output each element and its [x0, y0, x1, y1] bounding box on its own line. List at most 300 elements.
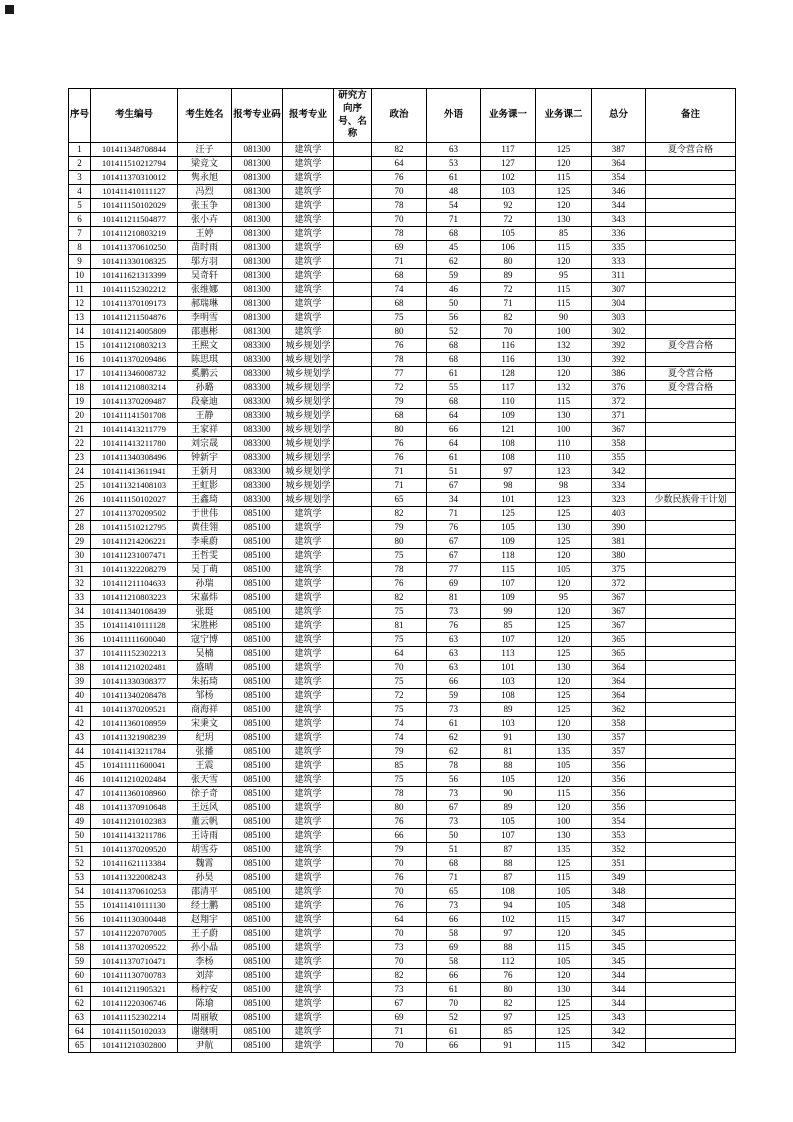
cell: 建筑学 — [283, 157, 334, 171]
cell: 101411211504876 — [91, 311, 178, 325]
cell: 46 — [427, 283, 481, 297]
cell — [646, 465, 736, 479]
column-header: 序号 — [69, 89, 91, 143]
cell: 125 — [536, 143, 592, 157]
cell — [334, 157, 372, 171]
cell: 隽永旭 — [178, 171, 232, 185]
cell: 085100 — [232, 647, 283, 661]
cell: 城乡规划学 — [283, 339, 334, 353]
cell — [334, 353, 372, 367]
table-row — [69, 843, 736, 857]
cell: 70 — [372, 661, 427, 675]
cell: 62 — [69, 997, 91, 1011]
cell: 381 — [592, 535, 646, 549]
cell: 61 — [427, 367, 481, 381]
cell: 085100 — [232, 1039, 283, 1053]
cell: 48 — [69, 801, 91, 815]
cell: 12 — [69, 297, 91, 311]
cell: 105 — [481, 815, 536, 829]
cell: 115 — [536, 241, 592, 255]
column-header: 研究方向序号、名称 — [334, 89, 372, 143]
cell — [646, 283, 736, 297]
cell: 76 — [372, 451, 427, 465]
cell: 建筑学 — [283, 857, 334, 871]
cell: 66 — [427, 675, 481, 689]
cell: 105 — [481, 773, 536, 787]
cell: 123 — [536, 465, 592, 479]
cell: 103 — [481, 717, 536, 731]
cell: 85 — [536, 227, 592, 241]
cell — [646, 171, 736, 185]
cell: 80 — [372, 423, 427, 437]
cell — [646, 969, 736, 983]
cell: 115 — [536, 787, 592, 801]
cell: 108 — [481, 689, 536, 703]
cell: 90 — [536, 311, 592, 325]
cell: 95 — [536, 591, 592, 605]
cell: 101411150102029 — [91, 199, 178, 213]
cell: 362 — [592, 703, 646, 717]
cell: 081300 — [232, 143, 283, 157]
table-row — [69, 773, 736, 787]
cell: 118 — [481, 549, 536, 563]
cell: 101411231007471 — [91, 549, 178, 563]
cell: 125 — [536, 1025, 592, 1039]
cell — [646, 199, 736, 213]
cell: 115 — [536, 297, 592, 311]
cell — [646, 689, 736, 703]
cell: 94 — [481, 899, 536, 913]
cell: 311 — [592, 269, 646, 283]
cell — [334, 227, 372, 241]
cell: 101411340108439 — [91, 605, 178, 619]
cell: 302 — [592, 325, 646, 339]
cell: 101411211905321 — [91, 983, 178, 997]
table-row — [69, 815, 736, 829]
cell: 82 — [372, 969, 427, 983]
cell: 101411152302213 — [91, 647, 178, 661]
cell: 69 — [372, 1011, 427, 1025]
cell: 083300 — [232, 465, 283, 479]
cell: 76 — [372, 171, 427, 185]
cell: 367 — [592, 605, 646, 619]
cell: 115 — [536, 283, 592, 297]
cell: 117 — [481, 143, 536, 157]
cell: 085100 — [232, 703, 283, 717]
cell: 344 — [592, 969, 646, 983]
cell: 67 — [427, 479, 481, 493]
cell: 70 — [481, 325, 536, 339]
cell: 5 — [69, 199, 91, 213]
cell: 63 — [69, 1011, 91, 1025]
cell: 85 — [372, 759, 427, 773]
table-row — [69, 969, 736, 983]
table-row — [69, 647, 736, 661]
cell: 杨柠安 — [178, 983, 232, 997]
cell: 358 — [592, 717, 646, 731]
cell: 367 — [592, 591, 646, 605]
cell: 125 — [536, 997, 592, 1011]
cell: 盛晴 — [178, 661, 232, 675]
cell: 085100 — [232, 927, 283, 941]
cell: 70 — [372, 927, 427, 941]
cell: 115 — [536, 395, 592, 409]
cell: 城乡规划学 — [283, 423, 334, 437]
cell: 76 — [372, 339, 427, 353]
cell — [646, 619, 736, 633]
cell: 101411322208279 — [91, 563, 178, 577]
cell: 128 — [481, 367, 536, 381]
cell: 孙璐 — [178, 381, 232, 395]
cell: 76 — [427, 619, 481, 633]
cell: 夏令营合格 — [646, 143, 736, 157]
cell: 68 — [372, 297, 427, 311]
cell: 085100 — [232, 1011, 283, 1025]
cell: 364 — [592, 661, 646, 675]
cell: 建筑学 — [283, 759, 334, 773]
cell: 109 — [481, 409, 536, 423]
cell — [646, 829, 736, 843]
cell: 郝瑞琳 — [178, 297, 232, 311]
cell: 建筑学 — [283, 675, 334, 689]
table-row — [69, 1025, 736, 1039]
cell — [646, 241, 736, 255]
column-header: 业务课二 — [536, 89, 592, 143]
cell: 101411141501708 — [91, 409, 178, 423]
cell: 62 — [427, 745, 481, 759]
cell — [646, 927, 736, 941]
cell: 102 — [481, 913, 536, 927]
cell: 085100 — [232, 507, 283, 521]
cell: 71 — [481, 297, 536, 311]
cell: 87 — [481, 871, 536, 885]
cell: 345 — [592, 955, 646, 969]
cell: 108 — [481, 437, 536, 451]
cell — [334, 549, 372, 563]
cell: 63 — [427, 661, 481, 675]
cell: 343 — [592, 1011, 646, 1025]
cell: 083300 — [232, 381, 283, 395]
table-row — [69, 703, 736, 717]
cell: 101411210803214 — [91, 381, 178, 395]
table-row — [69, 423, 736, 437]
cell: 邹杨 — [178, 689, 232, 703]
cell: 083300 — [232, 437, 283, 451]
cell: 101411370209486 — [91, 353, 178, 367]
cell: 建筑学 — [283, 1025, 334, 1039]
cell: 夏令营合格 — [646, 339, 736, 353]
cell: 经士鹏 — [178, 899, 232, 913]
cell — [646, 913, 736, 927]
cell: 建筑学 — [283, 325, 334, 339]
cell: 54 — [427, 199, 481, 213]
cell — [334, 507, 372, 521]
cell: 建筑学 — [283, 1011, 334, 1025]
header-row — [69, 89, 736, 143]
cell — [334, 423, 372, 437]
cell: 083300 — [232, 493, 283, 507]
cell: 364 — [592, 157, 646, 171]
cell: 083300 — [232, 395, 283, 409]
cell: 建筑学 — [283, 1039, 334, 1053]
cell: 101411130300448 — [91, 913, 178, 927]
cell: 建筑学 — [283, 605, 334, 619]
cell: 336 — [592, 227, 646, 241]
cell: 085100 — [232, 1025, 283, 1039]
cell: 建筑学 — [283, 563, 334, 577]
cell: 085100 — [232, 633, 283, 647]
cell — [646, 269, 736, 283]
cell: 125 — [536, 857, 592, 871]
cell: 101411150102027 — [91, 493, 178, 507]
cell: 50 — [427, 297, 481, 311]
cell: 081300 — [232, 283, 283, 297]
cell: 101411346008732 — [91, 367, 178, 381]
cell: 55 — [427, 381, 481, 395]
cell: 392 — [592, 339, 646, 353]
cell: 081300 — [232, 157, 283, 171]
table-row — [69, 801, 736, 815]
cell — [646, 871, 736, 885]
cell: 101411111600040 — [91, 633, 178, 647]
cell — [646, 787, 736, 801]
table-row — [69, 745, 736, 759]
cell — [334, 787, 372, 801]
cell: 53 — [69, 871, 91, 885]
cell: 392 — [592, 353, 646, 367]
cell: 085100 — [232, 675, 283, 689]
cell — [334, 339, 372, 353]
cell: 尹航 — [178, 1039, 232, 1053]
exam-results-table — [68, 88, 736, 1053]
cell: 30 — [69, 549, 91, 563]
cell — [646, 395, 736, 409]
cell: 348 — [592, 899, 646, 913]
cell: 31 — [69, 563, 91, 577]
cell — [334, 451, 372, 465]
cell: 21 — [69, 423, 91, 437]
table-row — [69, 199, 736, 213]
cell: 74 — [372, 717, 427, 731]
cell: 64 — [372, 157, 427, 171]
cell: 8 — [69, 241, 91, 255]
cell: 101411321408103 — [91, 479, 178, 493]
cell: 101411210803219 — [91, 227, 178, 241]
cell — [334, 647, 372, 661]
cell: 115 — [536, 941, 592, 955]
cell: 66 — [372, 829, 427, 843]
cell: 120 — [536, 367, 592, 381]
cell: 奚鹏云 — [178, 367, 232, 381]
cell: 76 — [372, 437, 427, 451]
cell: 63 — [427, 633, 481, 647]
cell — [334, 493, 372, 507]
cell: 085100 — [232, 941, 283, 955]
cell: 109 — [481, 535, 536, 549]
cell: 42 — [69, 717, 91, 731]
cell: 54 — [69, 885, 91, 899]
cell: 47 — [69, 787, 91, 801]
cell: 132 — [536, 381, 592, 395]
cell: 78 — [372, 199, 427, 213]
cell — [646, 521, 736, 535]
cell: 110 — [481, 395, 536, 409]
cell: 67 — [427, 535, 481, 549]
cell: 张玉争 — [178, 199, 232, 213]
cell — [646, 311, 736, 325]
cell: 101411413211779 — [91, 423, 178, 437]
cell: 邵清平 — [178, 885, 232, 899]
cell: 吴楠 — [178, 647, 232, 661]
cell: 77 — [372, 367, 427, 381]
cell — [334, 199, 372, 213]
cell: 085100 — [232, 871, 283, 885]
cell: 355 — [592, 451, 646, 465]
cell: 52 — [427, 325, 481, 339]
cell: 76 — [372, 815, 427, 829]
cell: 73 — [427, 605, 481, 619]
cell: 72 — [372, 381, 427, 395]
table-row — [69, 213, 736, 227]
cell: 邬方羽 — [178, 255, 232, 269]
cell: 91 — [481, 731, 536, 745]
cell: 67 — [427, 801, 481, 815]
cell: 78 — [372, 353, 427, 367]
cell — [646, 703, 736, 717]
cell — [334, 801, 372, 815]
cell: 73 — [427, 787, 481, 801]
table-row — [69, 689, 736, 703]
cell: 101411370209487 — [91, 395, 178, 409]
column-header: 备注 — [646, 89, 736, 143]
cell: 342 — [592, 1039, 646, 1053]
cell: 101411211504877 — [91, 213, 178, 227]
cell: 建筑学 — [283, 213, 334, 227]
cell: 61 — [427, 717, 481, 731]
cell: 101411214005809 — [91, 325, 178, 339]
cell: 081300 — [232, 199, 283, 213]
cell: 78 — [427, 759, 481, 773]
cell: 354 — [592, 171, 646, 185]
cell: 23 — [69, 451, 91, 465]
cell: 75 — [372, 703, 427, 717]
cell: 18 — [69, 381, 91, 395]
cell: 71 — [372, 465, 427, 479]
table-row — [69, 493, 736, 507]
cell: 71 — [372, 479, 427, 493]
cell: 80 — [372, 535, 427, 549]
cell: 刘萍 — [178, 969, 232, 983]
cell: 101411410111127 — [91, 185, 178, 199]
cell: 13 — [69, 311, 91, 325]
cell: 085100 — [232, 605, 283, 619]
cell: 101411348708844 — [91, 143, 178, 157]
cell: 085100 — [232, 843, 283, 857]
cell: 71 — [427, 213, 481, 227]
cell — [646, 675, 736, 689]
cell — [646, 353, 736, 367]
cell: 56 — [427, 773, 481, 787]
cell: 130 — [536, 353, 592, 367]
cell: 梁竞文 — [178, 157, 232, 171]
table-row — [69, 171, 736, 185]
cell: 101411152302214 — [91, 1011, 178, 1025]
cell — [334, 465, 372, 479]
cell: 建筑学 — [283, 311, 334, 325]
cell: 城乡规划学 — [283, 465, 334, 479]
cell: 101411370610253 — [91, 885, 178, 899]
cell: 101411330308377 — [91, 675, 178, 689]
cell: 商海祥 — [178, 703, 232, 717]
cell: 125 — [536, 535, 592, 549]
cell: 101411210202484 — [91, 773, 178, 787]
cell: 101411220707005 — [91, 927, 178, 941]
cell: 364 — [592, 675, 646, 689]
cell — [646, 325, 736, 339]
table-row — [69, 829, 736, 843]
cell: 15 — [69, 339, 91, 353]
cell: 115 — [536, 171, 592, 185]
cell: 建筑学 — [283, 703, 334, 717]
cell: 89 — [481, 703, 536, 717]
cell — [334, 857, 372, 871]
table-row — [69, 381, 736, 395]
cell: 085100 — [232, 619, 283, 633]
cell: 16 — [69, 353, 91, 367]
cell: 95 — [536, 269, 592, 283]
cell: 112 — [481, 955, 536, 969]
cell: 72 — [481, 213, 536, 227]
cell: 101411150102033 — [91, 1025, 178, 1039]
cell — [334, 759, 372, 773]
cell: 72 — [372, 689, 427, 703]
cell: 张维娜 — [178, 283, 232, 297]
cell: 081300 — [232, 297, 283, 311]
cell: 125 — [536, 1011, 592, 1025]
cell: 085100 — [232, 521, 283, 535]
cell: 120 — [536, 969, 592, 983]
cell — [334, 535, 372, 549]
cell: 101411210803213 — [91, 339, 178, 353]
cell: 130 — [536, 829, 592, 843]
cell: 建筑学 — [283, 829, 334, 843]
cell: 谢继明 — [178, 1025, 232, 1039]
cell: 64 — [372, 647, 427, 661]
cell: 城乡规划学 — [283, 493, 334, 507]
cell: 085100 — [232, 745, 283, 759]
cell: 夏令营合格 — [646, 367, 736, 381]
cell: 081300 — [232, 311, 283, 325]
table-row — [69, 675, 736, 689]
table-row — [69, 717, 736, 731]
cell: 66 — [427, 969, 481, 983]
cell — [646, 507, 736, 521]
cell: 356 — [592, 773, 646, 787]
table-row — [69, 563, 736, 577]
cell — [334, 437, 372, 451]
cell: 97 — [481, 465, 536, 479]
cell — [334, 745, 372, 759]
cell: 101411214206221 — [91, 535, 178, 549]
cell: 59 — [69, 955, 91, 969]
cell: 083300 — [232, 479, 283, 493]
cell: 101411370610250 — [91, 241, 178, 255]
cell: 董云帆 — [178, 815, 232, 829]
cell: 367 — [592, 423, 646, 437]
cell: 101411360108960 — [91, 787, 178, 801]
cell: 083300 — [232, 339, 283, 353]
cell: 354 — [592, 815, 646, 829]
